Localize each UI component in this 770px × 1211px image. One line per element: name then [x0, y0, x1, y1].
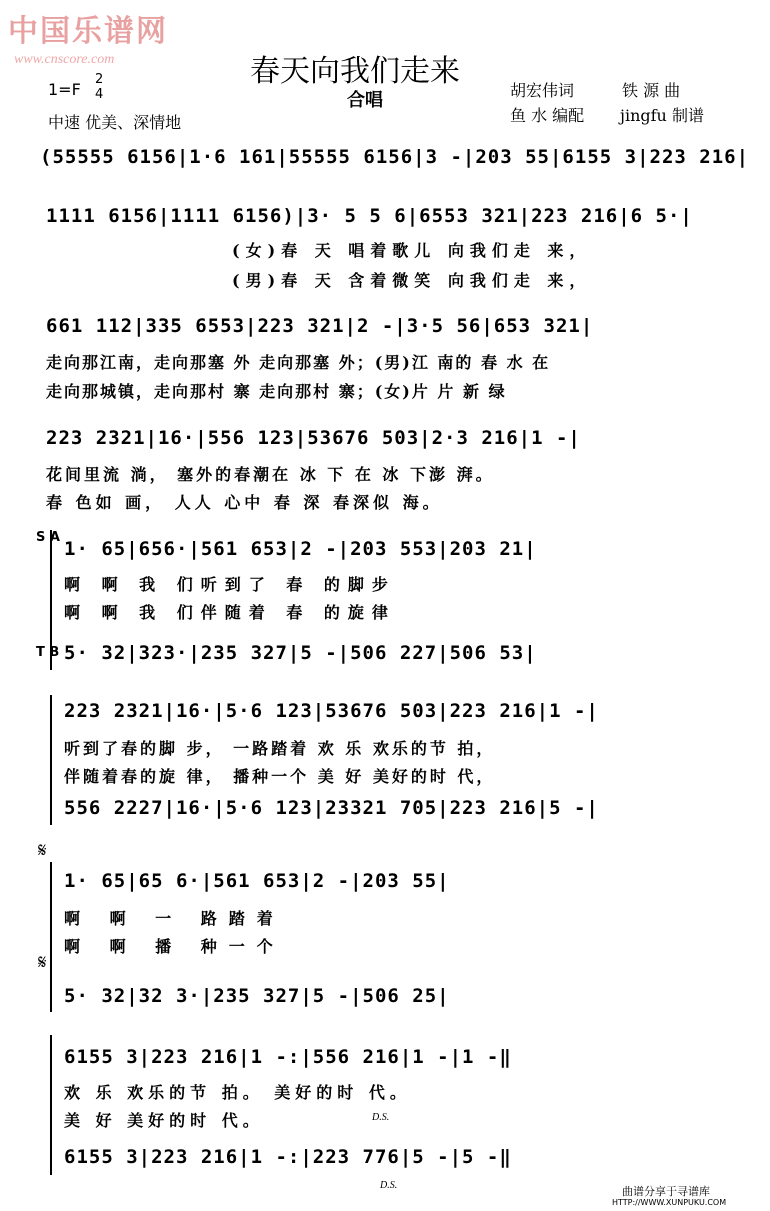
part-label-tb: T B — [36, 645, 60, 660]
time-signature — [95, 72, 103, 102]
block2-sa-notes: 223 2321|16·|5·6 123|53676 503|223 216|1 -| — [64, 700, 599, 722]
ds-marking-2: D.S. — [380, 1180, 398, 1191]
meter-bottom: 4 — [95, 87, 104, 102]
score-title: 春天向我们走来 — [250, 54, 460, 89]
footer-source: 曲谱分享于寻谱库 — [622, 1185, 710, 1198]
block1-sa-notes: 1· 65|656·|561 653|2 -|203 553|203 21| — [64, 538, 537, 560]
block2-tb-notes: 556 2227|16·|5·6 123|23321 705|223 216|5 -| — [64, 797, 599, 819]
watermark-site-name: 中国乐谱网 — [8, 14, 168, 49]
engraver-credit: jingfu 制谱 — [620, 106, 704, 125]
block4-sa-notes: 6155 3|223 216|1 -:|556 216|1 -|1 -‖ — [64, 1046, 512, 1068]
system-2-lyrics-2: (男)春 天 含着微笑 向我们走 来， — [232, 271, 592, 290]
choir-bracket-2 — [50, 695, 52, 825]
block2-lyrics-1: 听到了春的脚 步， 一路踏着 欢 乐 欢乐的节 拍， — [64, 739, 496, 758]
block2-lyrics-2: 伴随着春的旋 律， 播种一个 美 好 美好的时 代， — [64, 767, 496, 786]
block1-lyrics-1: 啊 啊 我 们听到了 春 的脚步 — [64, 575, 396, 594]
composer-credit: 铁 源 曲 — [622, 81, 681, 100]
block4-lyrics-2: 美 好 美好的时 代。 — [64, 1111, 264, 1130]
segno-bottom: 𝄋 — [38, 950, 47, 974]
system-4-lyrics-1: 花间里流 淌， 塞外的春潮在 冰 下 在 冰 下澎 湃。 — [46, 465, 495, 484]
genre-label: 合唱 — [347, 90, 383, 111]
choir-bracket-4 — [50, 1035, 52, 1175]
system-2-lyrics-1: (女)春 天 唱着歌儿 向我们走 来， — [232, 241, 592, 260]
system-3-lyrics-1: 走向那江南，走向那塞 外 走向那塞 外；(男)江 南的 春 水 在 — [46, 353, 551, 372]
footer-url: HTTP://WWW.XUNPUKU.COM — [612, 1198, 727, 1207]
system-4-lyrics-2: 春 色如 画， 人人 心中 春 深 春深似 海。 — [46, 493, 443, 512]
system-1-notes: (55555 6156|1·6 161|55555 6156|3 -|203 55|6155 3|223 216| — [40, 146, 750, 168]
block3-lyrics-2: 啊 啊 播 种一个 — [64, 937, 285, 956]
block3-sa-notes: 1· 65|65 6·|561 653|2 -|203 55| — [64, 870, 450, 892]
block3-lyrics-1: 啊 啊 一 路踏着 — [64, 909, 285, 928]
segno-top: 𝄋 — [38, 838, 47, 862]
block1-lyrics-2: 啊 啊 我 们伴随着 春 的旋律 — [64, 603, 396, 622]
lyricist-credit: 胡宏伟词 — [510, 81, 575, 100]
block1-tb-notes: 5· 32|323·|235 327|5 -|506 227|506 53| — [64, 642, 537, 664]
block4-lyrics-1: 欢 乐 欢乐的节 拍。 美好的时 代。 — [64, 1083, 411, 1102]
system-3-lyrics-2: 走向那城镇，走向那村 寨 走向那村 寨；(女)片 片 新 绿 — [46, 382, 507, 401]
system-4-notes: 223 2321|16·|556 123|53676 503|2·3 216|1 -| — [46, 427, 581, 449]
key-signature: 1=F — [48, 80, 81, 99]
meter-top: 2 — [95, 72, 104, 87]
arranger-credit: 鱼 水 编配 — [510, 106, 585, 125]
choir-bracket — [50, 530, 52, 670]
system-2-notes: 1111 6156|1111 6156)|3· 5 5 6|6553 321|223 216|6 5·| — [46, 205, 693, 227]
part-label-sa: S A — [36, 530, 60, 545]
block3-tb-notes: 5· 32|32 3·|235 327|5 -|506 25| — [64, 985, 450, 1007]
watermark-url: www.cnscore.com — [14, 52, 115, 67]
block4-tb-notes: 6155 3|223 216|1 -:|223 776|5 -|5 -‖ — [64, 1146, 512, 1168]
ds-marking-1: D.S. — [372, 1112, 390, 1123]
system-3-notes: 661 112|335 6553|223 321|2 -|3·5 56|653 321| — [46, 315, 594, 337]
choir-bracket-3 — [50, 862, 52, 1012]
tempo-marking: 中速 优美、深情地 — [48, 113, 182, 132]
